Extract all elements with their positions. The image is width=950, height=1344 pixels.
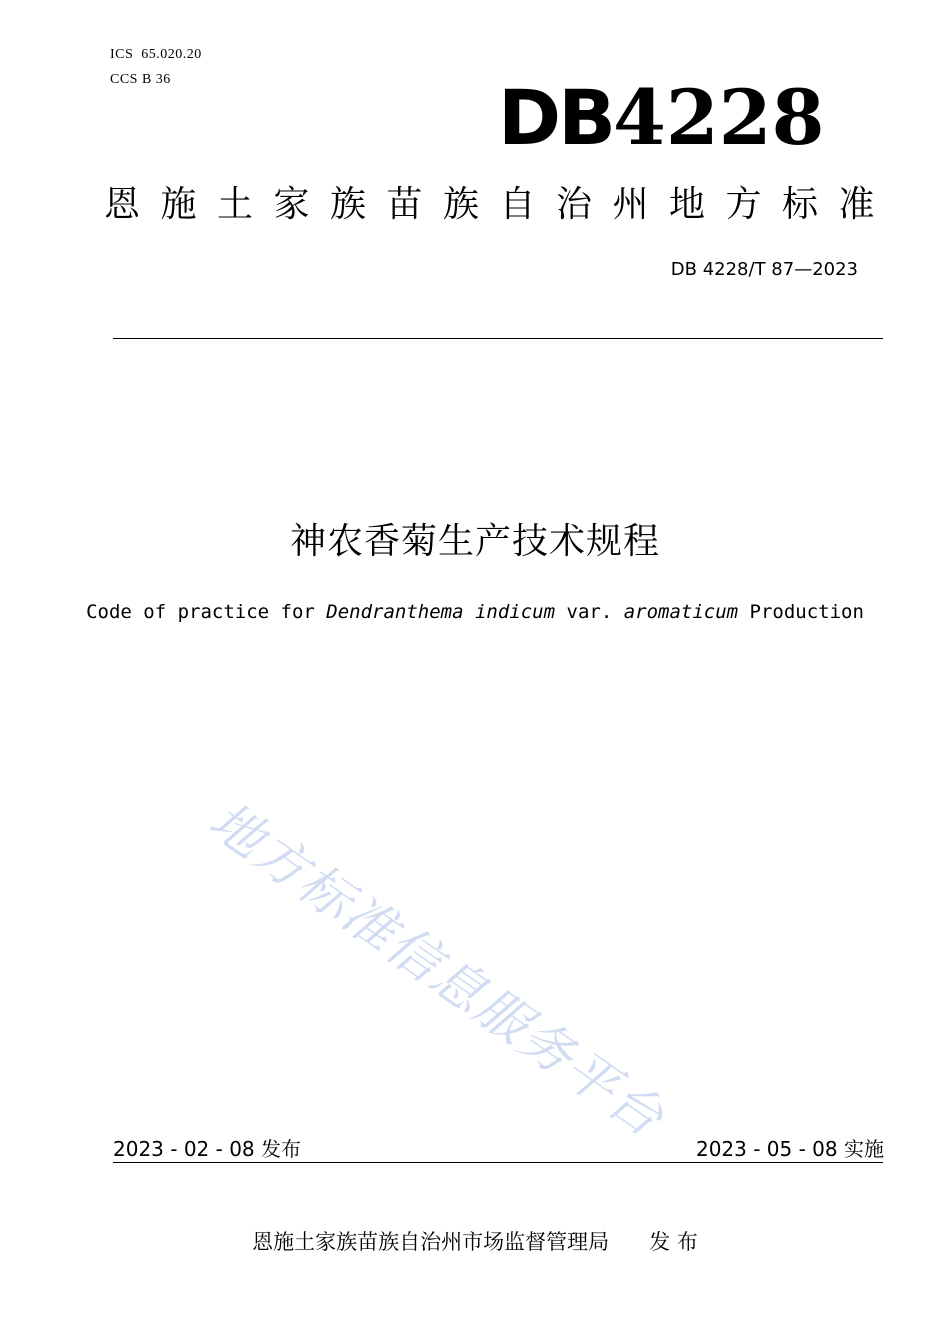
ccs-code: CCS B 36 [110, 72, 171, 87]
issue-date: 2023 - 02 - 08 发布 [113, 1137, 302, 1161]
top-divider [113, 338, 883, 339]
english-title-species: Dendranthema indicum [326, 601, 556, 623]
publisher: 恩施土家族苗族自治州市场监督管理局 发 布 [252, 1230, 698, 1254]
logo-region-code: 4228 [613, 73, 825, 162]
english-title-part: Production [738, 601, 864, 623]
english-title-part: var. [555, 601, 624, 623]
english-title-variety: aromaticum [623, 601, 739, 623]
watermark-text: 地方标准信息服务平台 [198, 790, 675, 1150]
bottom-divider [113, 1162, 883, 1163]
db-standard-logo [498, 73, 825, 162]
ics-code: ICS 65.020.20 [110, 47, 202, 62]
logo-db-letters: DB [498, 73, 614, 162]
standard-number: DB 4228/T 87—2023 [670, 259, 858, 280]
implementation-date: 2023 - 05 - 08 实施 [695, 1137, 884, 1161]
issuer-title: 恩施土家族苗族自治州地方标准 [104, 184, 896, 225]
english-title [0, 599, 950, 625]
chinese-title: 神农香菊生产技术规程 [289, 521, 660, 562]
english-title-part: Code of practice for [86, 601, 327, 623]
